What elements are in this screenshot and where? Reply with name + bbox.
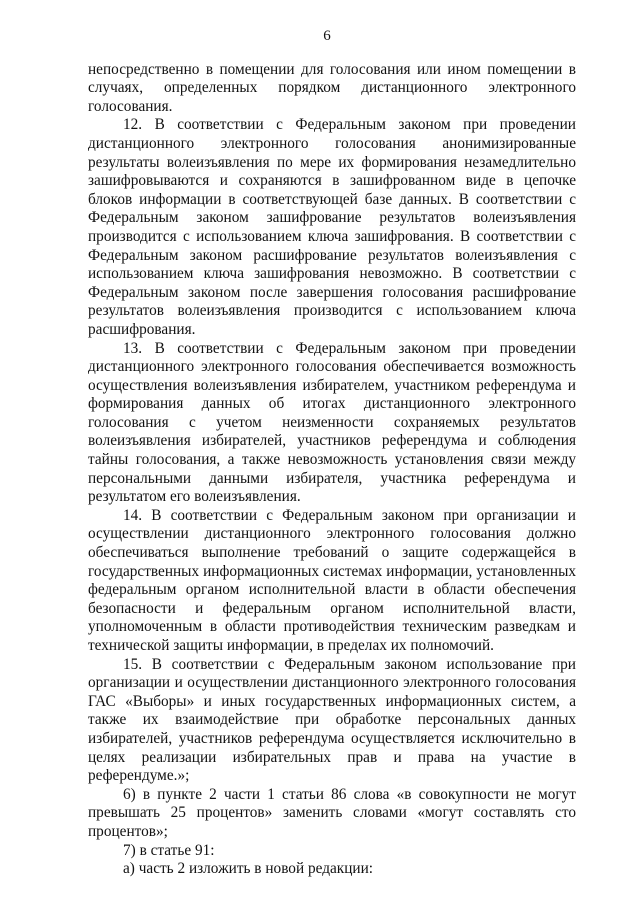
paragraph-item-13: 13. В соответствии с Федеральным законом при проведении дистанционного электронного голосования обеспечивается возможность осуществления волеизъявления избирателем, участником референдума и формирования данных об итогах дистанционного электронного голосования с учетом неизменности сохраняемых результатов волеизъявления избирателей, участников референдума и соблюдения тайны голосования, а также невозможность установления связи между персональными данными избирателя, участника референдума и результатом его волеизъявления. [88,339,576,506]
paragraph-item-6: 6) в пункте 2 части 1 статьи 86 слова «в совокупности не могут превышать 25 процентов» заменить словами «могут составлять сто процентов»; [88,785,576,840]
document-page [88,27,576,879]
paragraph-continuation: непосредственно в помещении для голосования или ином помещении в случаях, определенных порядком дистанционного электронного голосования. [88,60,576,115]
paragraph-item-12: 12. В соответствии с Федеральным законом при проведении дистанционного электронного голосования анонимизированные результаты волеизъявления по мере их формирования незамедлительно зашифровываются и сохраняются в зашифрованном виде в цепочке блоков информации в соответствующей базе данных. В соответствии с Федеральным законом зашифрование результатов волеизъявления производится с использованием ключа зашифрования. В соответствии с Федеральным законом расшифрование результатов волеизъявления с использованием ключа зашифрования невозможно. В соответствии с Федеральным законом после завершения голосования расшифрование результатов волеизъявления производится с использованием ключа расшифрования. [88,116,576,338]
paragraph-item-7: 7) в статье 91: [123,841,215,859]
paragraph-subitem-a: а) часть 2 изложить в новой редакции: [123,860,374,878]
page-number: 6 [323,28,331,44]
paragraph-item-15: 15. В соответствии с Федеральным законом использование при организации и осуществлении дистанционного электронного голосования ГАС «Выборы» и иных государственных информационных систем, а также их взаимодействие при обработке персональных данных избирателей, участников референдума осуществляется исключительно в целях реализации избирательных прав и права на участие в референдуме.»; [88,655,576,785]
paragraph-item-14: 14. В соответствии с Федеральным законом при организации и осуществлении дистанционного электронного голосования должно обеспечиваться выполнение требований о защите содержащейся в государственных информационных системах информации, установленных федеральным органом исполнительной власти в области обеспечения безопасности и федеральным органом исполнительной власти, уполномоченным в области противодействия техническим разведкам и технической защиты информации, в пределах их полномочий. [88,506,576,654]
